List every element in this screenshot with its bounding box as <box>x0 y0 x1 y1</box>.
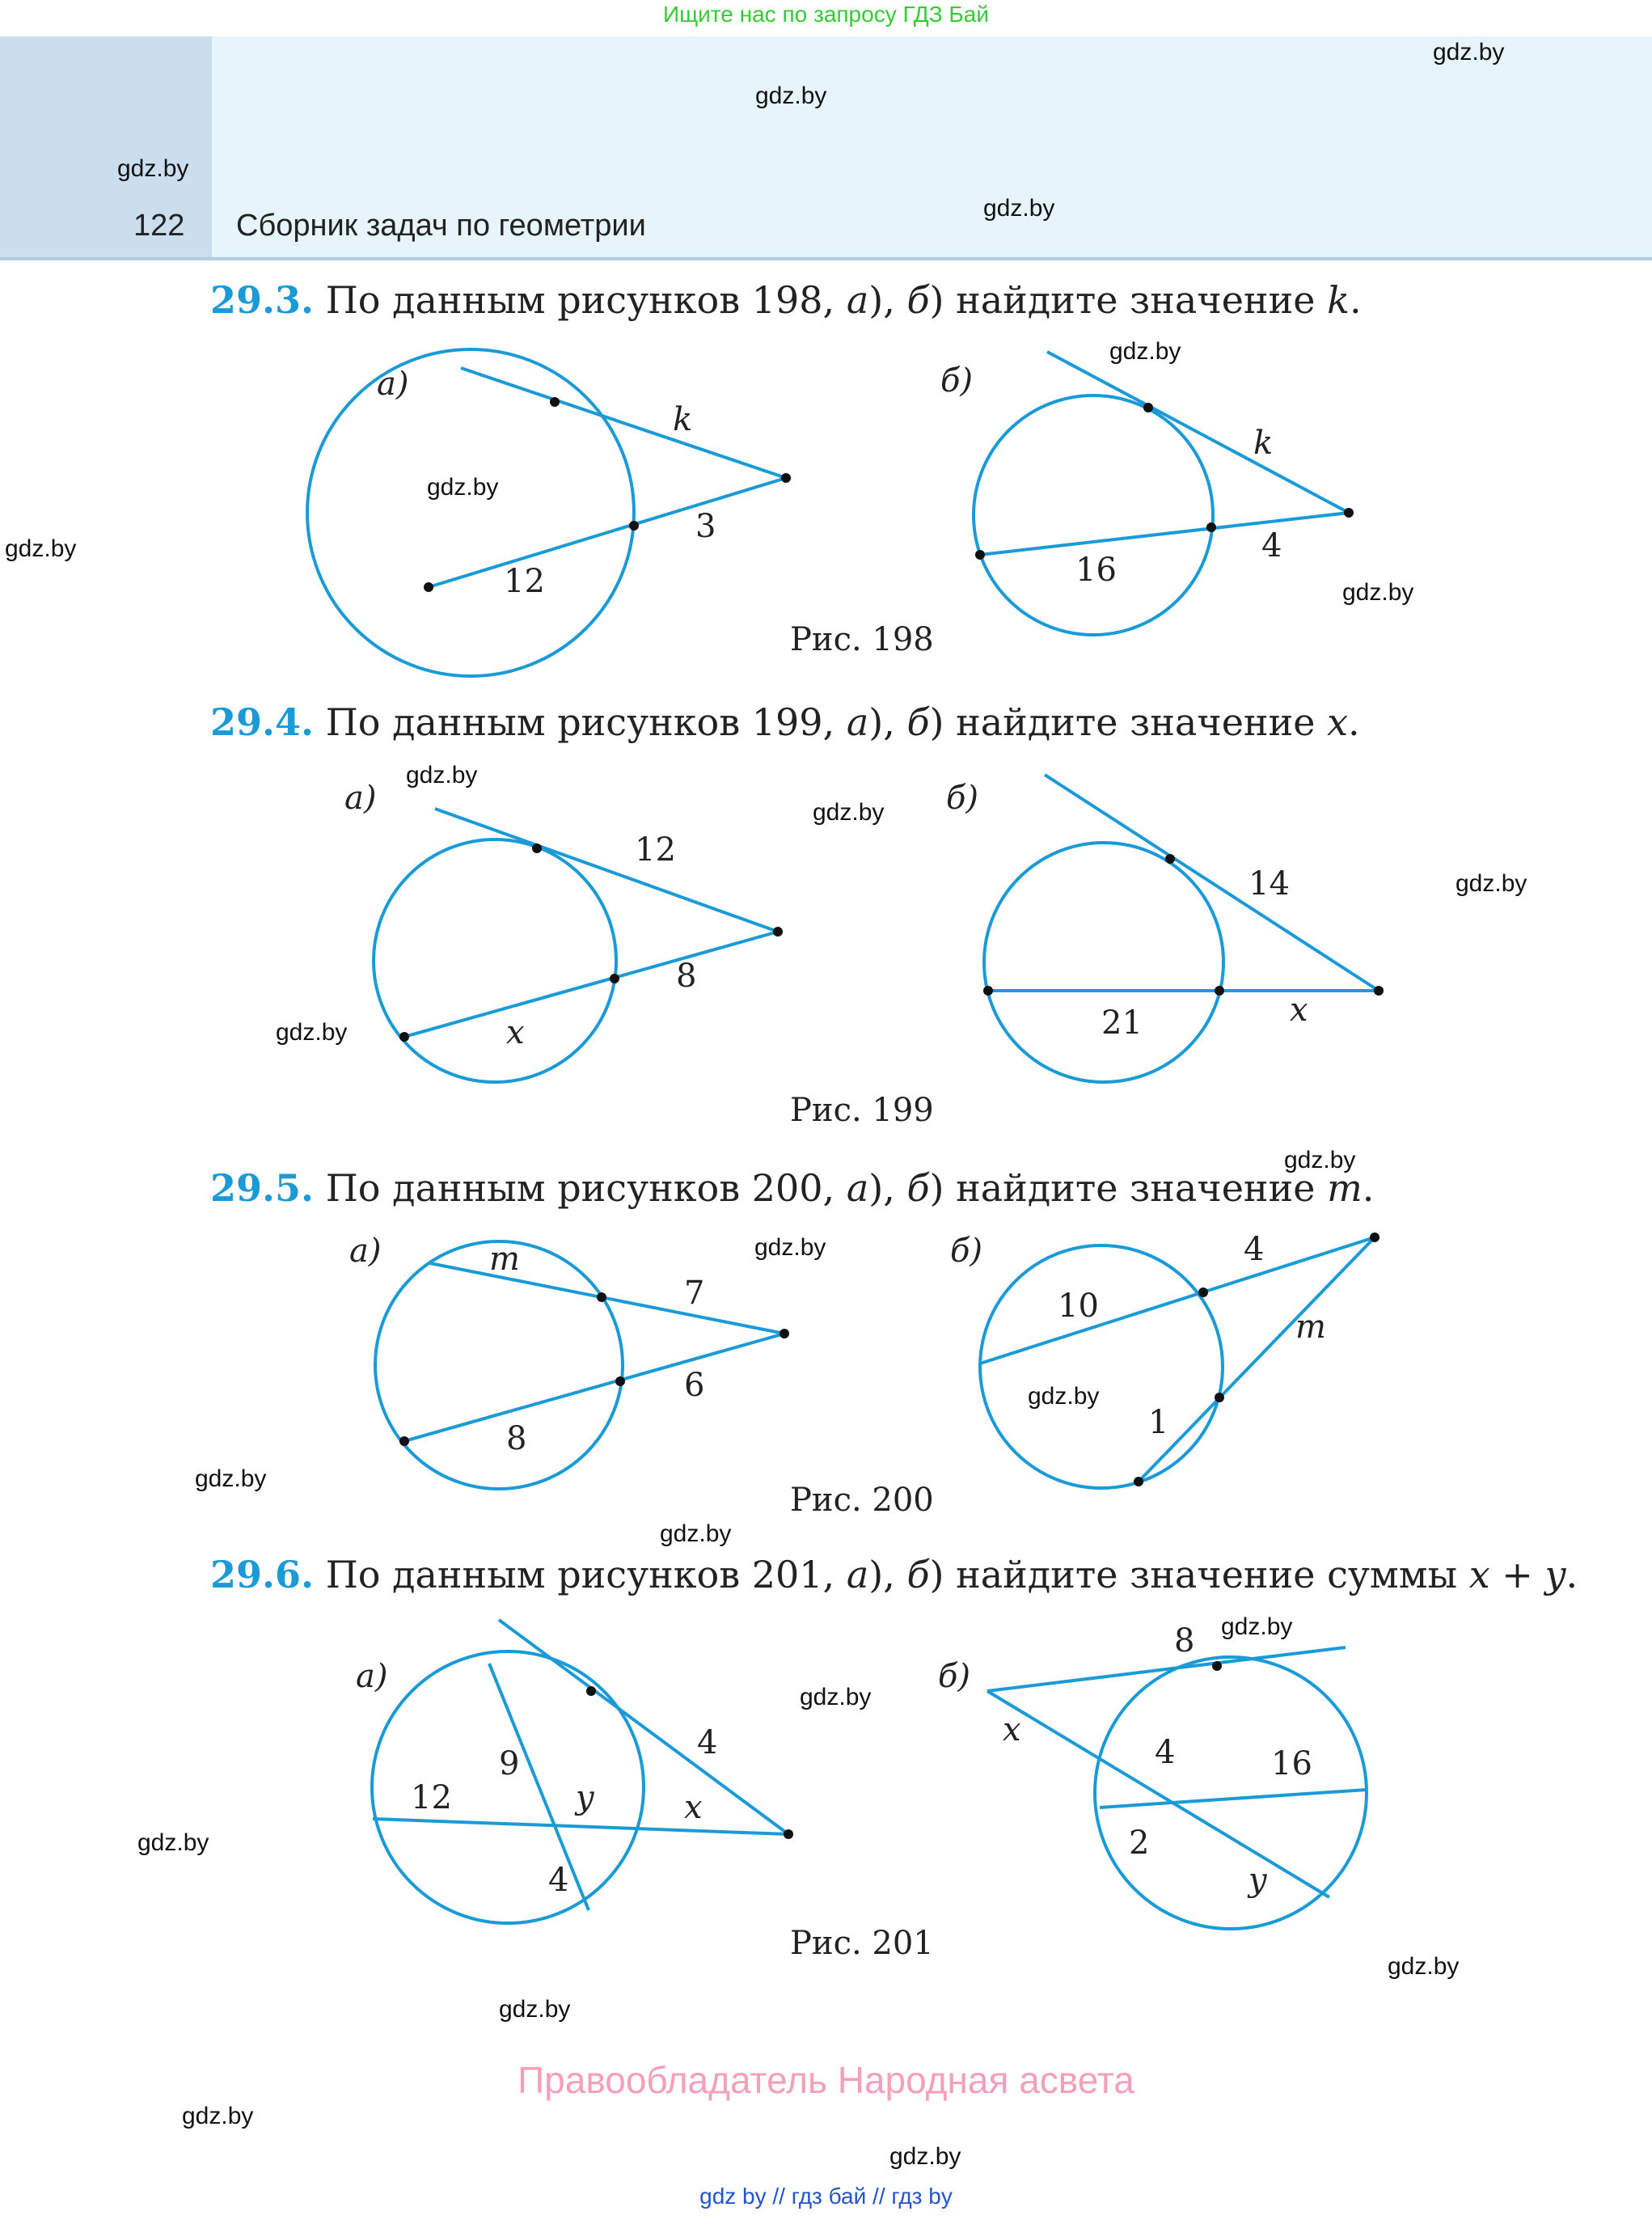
point <box>424 582 433 592</box>
watermark: gdz.by <box>5 535 77 562</box>
watermark: gdz.by <box>1433 39 1505 66</box>
watermark: gdz.by <box>1028 1383 1100 1410</box>
copyright-holder: Правообладатель Народная асвета <box>518 2059 1134 2101</box>
point <box>615 1376 625 1386</box>
task-text: ), <box>868 1553 907 1596</box>
point <box>532 844 542 853</box>
watermark: gdz.by <box>983 195 1055 222</box>
segment-label: 8 <box>676 958 697 995</box>
figure-caption-201: Рис. 201 <box>790 1925 934 1962</box>
segment-label: 12 <box>635 831 676 869</box>
task-variable: m <box>1327 1166 1363 1210</box>
circle <box>374 839 616 1082</box>
part-label-a: а) <box>377 366 409 403</box>
segment-label: 9 <box>499 1745 520 1782</box>
point <box>983 986 993 996</box>
segment-label: 10 <box>1058 1287 1099 1325</box>
point <box>597 1292 606 1302</box>
task-number: 29.3. <box>210 278 315 322</box>
task-text: . <box>1565 1553 1578 1596</box>
segment-label: 12 <box>411 1779 452 1816</box>
point <box>773 927 783 937</box>
task-text: По данным рисунков 199, <box>325 700 847 744</box>
segment-label: 14 <box>1249 865 1290 903</box>
segment-label: x <box>1290 991 1308 1029</box>
point <box>629 521 639 531</box>
segment-label: 4 <box>1244 1231 1265 1268</box>
task-text: . <box>1348 700 1360 744</box>
task-text: По данным рисунков 198, <box>325 278 847 322</box>
tangent-line <box>1045 775 1379 991</box>
circle <box>984 843 1223 1082</box>
point <box>780 1329 789 1338</box>
part-label-b: б) <box>940 362 974 400</box>
figure-caption-198: Рис. 198 <box>790 621 934 658</box>
secant-line <box>429 478 786 587</box>
watermark: gdz.by <box>754 1234 826 1261</box>
task-variable: x + y <box>1468 1553 1566 1596</box>
segment-label: m <box>1295 1309 1326 1346</box>
task-text: ) найдите значение <box>929 278 1328 322</box>
task-text: а <box>846 278 869 322</box>
segment-label: k <box>673 401 693 438</box>
point <box>1165 854 1175 864</box>
task-text: ) найдите значение <box>929 1166 1328 1210</box>
watermark: gdz.by <box>499 1996 571 2023</box>
point <box>586 1686 596 1696</box>
segment-label: 8 <box>1174 1622 1195 1660</box>
watermark: gdz.by <box>137 1829 209 1856</box>
watermark: gdz.by <box>889 2143 961 2170</box>
watermark: gdz.by <box>1284 1147 1356 1173</box>
point <box>610 974 619 983</box>
point <box>1206 522 1216 532</box>
task-number: 29.4. <box>210 700 315 744</box>
part-label-a: а) <box>356 1658 388 1695</box>
search-hint-banner: Ищите нас по запросу ГДЗ Бай <box>662 2 990 27</box>
page-number: 122 <box>133 209 185 243</box>
task-text: б <box>906 1166 930 1210</box>
task-variable: k <box>1327 278 1350 322</box>
watermark: gdz.by <box>1456 870 1527 897</box>
point <box>1344 508 1354 518</box>
point <box>1143 403 1153 412</box>
segment-label: 4 <box>697 1724 718 1761</box>
point <box>1134 1477 1143 1486</box>
part-label-b: б) <box>938 1658 971 1695</box>
segment-label: x <box>1003 1711 1021 1748</box>
segment-label: 4 <box>1155 1734 1176 1771</box>
watermark: gdz.by <box>1388 1953 1460 1980</box>
segment-label: 4 <box>1261 527 1282 564</box>
chord <box>489 1664 589 1910</box>
segment-label: 4 <box>548 1862 569 1899</box>
task-number: 29.5. <box>210 1166 315 1210</box>
watermark: gdz.by <box>276 1019 348 1046</box>
task-text: а <box>846 700 869 744</box>
point <box>550 397 560 407</box>
task-variable: x <box>1327 700 1349 744</box>
segment-label: 2 <box>1129 1824 1150 1862</box>
point <box>399 1032 409 1042</box>
task-text: По данным рисунков 201, <box>325 1553 847 1596</box>
point <box>1374 986 1384 996</box>
watermark: gdz.by <box>1221 1613 1293 1640</box>
point <box>784 1829 793 1839</box>
circle <box>980 1245 1223 1488</box>
part-label-a: а) <box>344 780 377 817</box>
watermark: gdz.by <box>1342 579 1414 606</box>
tangent-line <box>1047 352 1349 513</box>
task-text: ), <box>868 278 907 322</box>
tangent-line <box>461 368 786 478</box>
segment-label: m <box>489 1241 520 1278</box>
secant-line <box>404 1334 784 1441</box>
watermark: gdz.by <box>195 1465 267 1492</box>
watermark: gdz.by <box>406 762 478 789</box>
circle <box>307 349 634 676</box>
task-text: . <box>1349 278 1362 322</box>
secant-line <box>430 1263 784 1334</box>
point <box>399 1436 409 1446</box>
task-text: ), <box>868 700 907 744</box>
part-label-b: б) <box>950 1233 983 1270</box>
segment-label: 1 <box>1148 1404 1169 1441</box>
task-text: ) найдите значение <box>929 700 1328 744</box>
figure-caption-200: Рис. 200 <box>790 1482 934 1519</box>
segment-label: 16 <box>1075 552 1117 589</box>
figure-caption-199: Рис. 199 <box>790 1092 934 1129</box>
task-text: а <box>846 1166 869 1210</box>
point <box>1215 986 1224 996</box>
secant-line <box>404 932 778 1037</box>
segment-label: k <box>1253 425 1274 462</box>
segment-label: 16 <box>1271 1745 1312 1782</box>
segment-label: 7 <box>684 1275 705 1312</box>
watermark: gdz.by <box>427 474 499 501</box>
point <box>1198 1287 1208 1297</box>
secant-line <box>980 513 1349 555</box>
site-links[interactable]: gdz by // гдз бай // гдз by <box>699 2184 953 2209</box>
segment-label: x <box>684 1789 703 1826</box>
task-text: а <box>846 1553 869 1596</box>
chord <box>1100 1790 1367 1808</box>
task-text: По данным рисунков 200, <box>325 1166 847 1210</box>
part-label-a: а) <box>349 1233 382 1270</box>
watermark: gdz.by <box>800 1684 872 1710</box>
task-text: ) найдите значение суммы <box>929 1553 1469 1596</box>
watermark: gdz.by <box>813 799 885 826</box>
segment-label: 3 <box>695 508 716 545</box>
point <box>781 473 791 483</box>
point <box>1212 1661 1222 1671</box>
watermark: gdz.by <box>117 155 189 182</box>
segment-label: y <box>576 1779 594 1816</box>
running-title: Сборник задач по геометрии <box>236 209 646 243</box>
segment-label: y <box>1249 1862 1267 1899</box>
watermark: gdz.by <box>755 82 827 109</box>
segment-label: 21 <box>1101 1004 1143 1042</box>
segment-label: x <box>506 1014 525 1051</box>
segment-label: 8 <box>506 1420 527 1457</box>
task-text: ), <box>868 1166 907 1210</box>
part-label-b: б) <box>946 780 979 817</box>
circle <box>974 395 1213 635</box>
point <box>1370 1233 1379 1242</box>
segment-label: 6 <box>684 1367 705 1404</box>
task-text: б <box>906 1553 930 1596</box>
watermark: gdz.by <box>1109 338 1181 365</box>
watermark: gdz.by <box>660 1520 732 1547</box>
task-text: б <box>906 700 930 744</box>
tangent-line <box>987 1647 1346 1691</box>
task-text: б <box>906 278 930 322</box>
task-text: . <box>1362 1166 1375 1210</box>
watermark: gdz.by <box>182 2103 254 2129</box>
task-number: 29.6. <box>210 1553 315 1596</box>
segment-label: 12 <box>504 563 545 600</box>
point <box>1215 1393 1224 1402</box>
secant-line <box>373 1819 788 1834</box>
point <box>975 550 985 560</box>
